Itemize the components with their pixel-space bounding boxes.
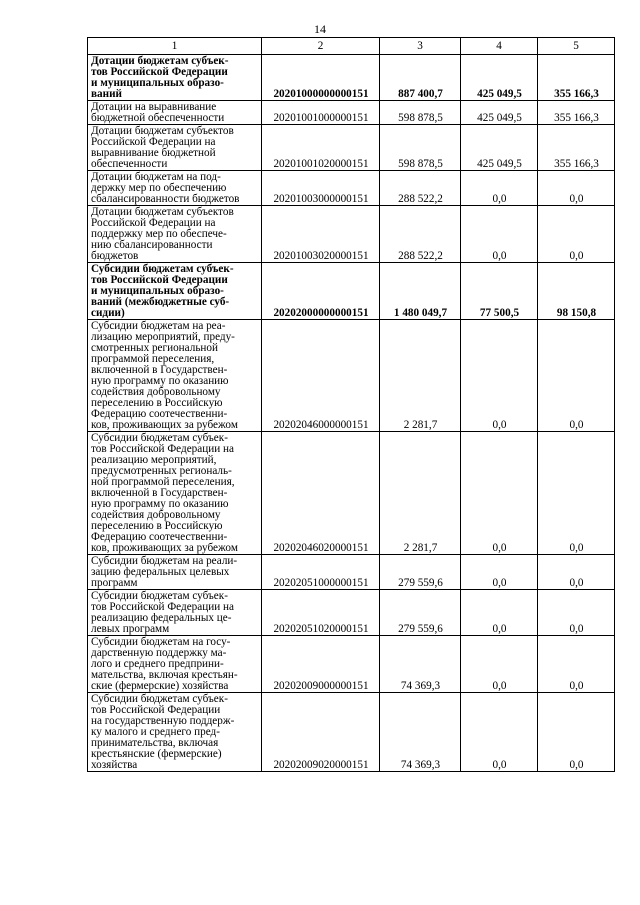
row-name-line: содействия добровольному <box>91 509 221 521</box>
row-code-cell: 20201003000000151 <box>262 171 380 206</box>
row-value-col3: 288 522,2 <box>380 171 461 206</box>
row-name-line: поддержку мер по обеспече- <box>91 228 227 240</box>
row-name-line: и муниципальных образо- <box>91 285 224 297</box>
row-name-cell <box>88 693 262 772</box>
row-name-line: предусмотренных региональ- <box>91 465 232 477</box>
row-value-col5: 0,0 <box>538 320 615 432</box>
row-name-line: хозяйства <box>91 759 138 771</box>
row-value-col5: 0,0 <box>538 432 615 555</box>
table-row <box>88 206 615 263</box>
row-name-cell <box>88 101 262 125</box>
row-name-line: ские (фермерские) хозяйства <box>91 680 229 692</box>
row-name-line: включенной в Государствен- <box>91 487 228 499</box>
row-value-col3: 74 369,3 <box>380 693 461 772</box>
row-value-col4: 425 049,5 <box>461 125 538 171</box>
table-row <box>88 263 615 320</box>
column-header-5: 5 <box>538 38 615 55</box>
row-code-cell: 20202000000000151 <box>262 263 380 320</box>
row-value-col4: 0,0 <box>461 432 538 555</box>
row-name-line: Дотации бюджетам субъектов <box>91 125 234 137</box>
row-value-col3: 2 281,7 <box>380 320 461 432</box>
row-name-line: Субсидии бюджетам на реали- <box>91 555 238 567</box>
row-name-line: нию сбалансированности <box>91 239 213 251</box>
row-value-col3: 887 400,7 <box>380 55 461 101</box>
row-name-line: лого и среднего предприни- <box>91 658 224 670</box>
row-value-col3: 279 559,6 <box>380 590 461 636</box>
row-value-col3: 598 878,5 <box>380 125 461 171</box>
row-value-col4: 425 049,5 <box>461 55 538 101</box>
row-name-line: ваний (межбюджетные суб- <box>91 296 230 308</box>
row-value-col3: 1 480 049,7 <box>380 263 461 320</box>
row-name-line: Субсидии бюджетам субъек- <box>91 590 228 602</box>
row-code-cell: 20202051000000151 <box>262 555 380 590</box>
row-value-col5: 0,0 <box>538 590 615 636</box>
row-name-line: крестьянские (фермерские) <box>91 748 222 760</box>
row-value-col4: 0,0 <box>461 590 538 636</box>
row-value-col3: 74 369,3 <box>380 636 461 693</box>
row-name-line: ков, проживающих за рубежом <box>91 419 238 431</box>
row-name-line: тов Российской Федерации <box>91 704 221 716</box>
row-name-line: Федерацию соотечественни- <box>91 408 228 420</box>
row-name-cell <box>88 263 262 320</box>
row-code-cell: 20201001020000151 <box>262 125 380 171</box>
row-value-col5: 0,0 <box>538 206 615 263</box>
row-name-cell <box>88 320 262 432</box>
row-value-col3: 288 522,2 <box>380 206 461 263</box>
row-name-line: ную программу по оказанию <box>91 375 229 387</box>
row-name-line: Субсидии бюджетам на реа- <box>91 320 226 332</box>
row-value-col3: 279 559,6 <box>380 555 461 590</box>
row-value-col3: 2 281,7 <box>380 432 461 555</box>
row-value-col5: 355 166,3 <box>538 55 615 101</box>
row-code-cell: 20202051020000151 <box>262 590 380 636</box>
row-name-cell <box>88 206 262 263</box>
row-name-line: Субсидии бюджетам на госу- <box>91 636 231 648</box>
row-code-cell: 20201003020000151 <box>262 206 380 263</box>
row-value-col4: 77 500,5 <box>461 263 538 320</box>
row-name-line: Субсидии бюджетам субъек- <box>91 263 234 275</box>
row-name-cell <box>88 55 262 101</box>
row-name-cell <box>88 590 262 636</box>
row-name-line: ную программу по оказанию <box>91 498 229 510</box>
row-name-line: ваний <box>91 88 122 100</box>
column-header-1: 1 <box>88 38 262 55</box>
column-header-2: 2 <box>262 38 380 55</box>
row-name-line: Субсидии бюджетам субъек- <box>91 693 228 705</box>
row-value-col4: 0,0 <box>461 693 538 772</box>
table-row <box>88 320 615 432</box>
row-name-line: Дотации бюджетам субъек- <box>91 55 229 67</box>
row-name-cell <box>88 432 262 555</box>
row-name-line: мательства, включая крестьян- <box>91 669 238 681</box>
table-row <box>88 101 615 125</box>
row-value-col5: 98 150,8 <box>538 263 615 320</box>
table-row <box>88 555 615 590</box>
row-name-line: сбалансированности бюджетов <box>91 193 240 205</box>
row-code-cell: 20202009020000151 <box>262 693 380 772</box>
row-name-line: Дотации бюджетам на под- <box>91 171 221 183</box>
table-row <box>88 55 615 101</box>
row-name-line: лизацию мероприятий, преду- <box>91 331 235 343</box>
row-name-line: содействия добровольному <box>91 386 221 398</box>
row-name-line: обеспеченности <box>91 158 168 170</box>
row-value-col4: 0,0 <box>461 555 538 590</box>
row-name-line: Дотации бюджетам субъектов <box>91 206 234 218</box>
row-value-col5: 0,0 <box>538 555 615 590</box>
row-value-col5: 0,0 <box>538 693 615 772</box>
row-name-cell <box>88 171 262 206</box>
row-value-col5: 0,0 <box>538 171 615 206</box>
row-name-line: Российской Федерации на <box>91 217 216 229</box>
table-row <box>88 693 615 772</box>
row-value-col4: 0,0 <box>461 206 538 263</box>
row-value-col5: 355 166,3 <box>538 125 615 171</box>
page-number: 14 <box>314 22 326 36</box>
column-header-3: 3 <box>380 38 461 55</box>
row-name-line: бюджетов <box>91 250 139 262</box>
row-value-col4: 0,0 <box>461 171 538 206</box>
row-name-line: ков, проживающих за рубежом <box>91 542 238 554</box>
row-name-line: включенной в Государствен- <box>91 364 228 376</box>
row-name-line: тов Российской Федерации <box>91 66 228 78</box>
row-name-line: переселению в Российскую <box>91 520 223 532</box>
row-name-cell <box>88 125 262 171</box>
row-name-line: сидии) <box>91 307 125 319</box>
table-row <box>88 125 615 171</box>
row-name-line: смотренных региональной <box>91 342 218 354</box>
table-row <box>88 590 615 636</box>
row-name-line: дарственную поддержку ма- <box>91 647 227 659</box>
row-name-cell <box>88 555 262 590</box>
row-name-line: программой переселения, <box>91 353 215 365</box>
row-value-col5: 0,0 <box>538 636 615 693</box>
row-name-line: Федерацию соотечественни- <box>91 531 228 543</box>
row-code-cell: 20202009000000151 <box>262 636 380 693</box>
row-name-line: левых программ <box>91 623 170 635</box>
row-name-line: на государственную поддерж- <box>91 715 235 727</box>
row-name-line: Дотации на выравнивание <box>91 101 217 113</box>
row-name-cell <box>88 636 262 693</box>
table-row <box>88 432 615 555</box>
table-body <box>88 38 615 772</box>
row-name-line: держку мер по обеспечению <box>91 182 227 194</box>
row-name-line: тов Российской Федерации на <box>91 601 234 613</box>
row-name-line: Российской Федерации на <box>91 136 216 148</box>
row-value-col4: 0,0 <box>461 636 538 693</box>
row-name-line: реализацию мероприятий, <box>91 454 217 466</box>
row-code-cell: 20201000000000151 <box>262 55 380 101</box>
row-code-cell: 20201001000000151 <box>262 101 380 125</box>
row-name-line: тов Российской Федерации <box>91 274 228 286</box>
row-name-line: принимательства, включая <box>91 737 219 749</box>
row-name-line: ку малого и среднего пред- <box>91 726 220 738</box>
column-header-4: 4 <box>461 38 538 55</box>
table-row <box>88 171 615 206</box>
budget-table <box>87 37 615 772</box>
row-name-line: выравнивание бюджетной <box>91 147 216 159</box>
row-value-col3: 598 878,5 <box>380 101 461 125</box>
row-name-line: переселению в Российскую <box>91 397 223 409</box>
row-name-line: зацию федеральных целевых <box>91 566 230 578</box>
row-value-col4: 0,0 <box>461 320 538 432</box>
row-code-cell: 20202046020000151 <box>262 432 380 555</box>
table-row <box>88 636 615 693</box>
row-value-col4: 425 049,5 <box>461 101 538 125</box>
row-value-col5: 355 166,3 <box>538 101 615 125</box>
row-code-cell: 20202046000000151 <box>262 320 380 432</box>
row-name-line: реализацию федеральных це- <box>91 612 232 624</box>
row-name-line: бюджетной обеспеченности <box>91 112 225 124</box>
row-name-line: ной программой переселения, <box>91 476 235 488</box>
row-name-line: программ <box>91 577 138 589</box>
column-header-row <box>88 38 615 55</box>
row-name-line: тов Российской Федерации на <box>91 443 234 455</box>
row-name-line: Субсидии бюджетам субъек- <box>91 432 228 444</box>
row-name-line: и муниципальных образо- <box>91 77 224 89</box>
